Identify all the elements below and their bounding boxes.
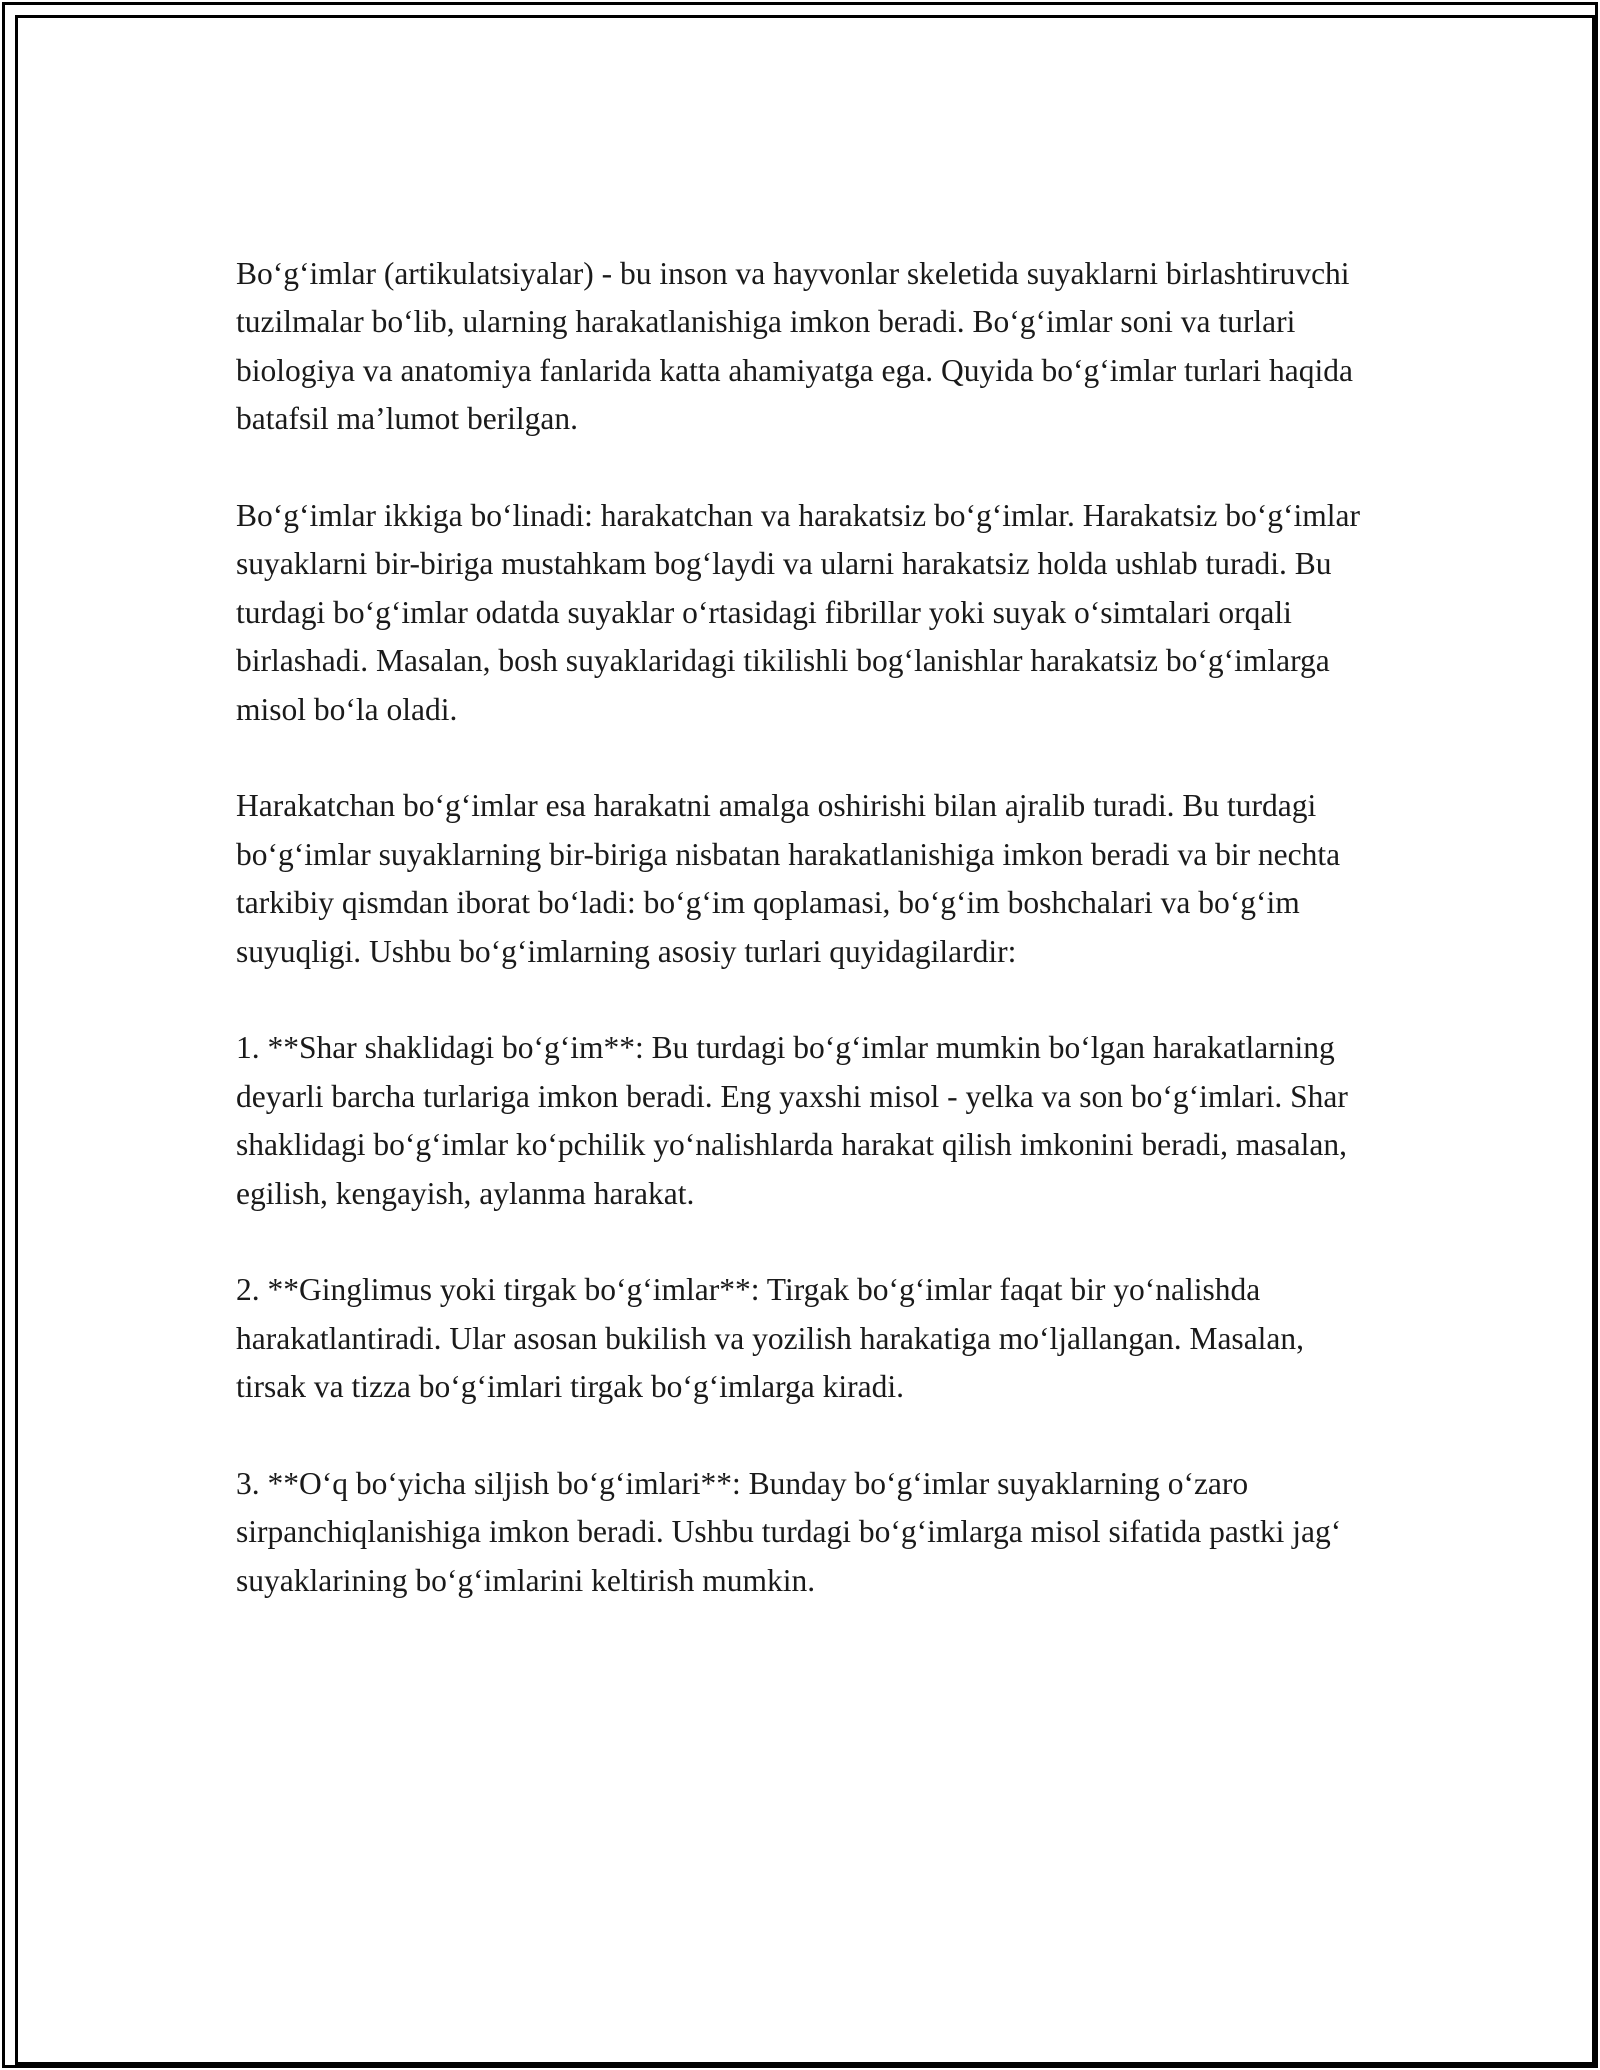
document-body bbox=[236, 250, 1376, 1605]
paragraph-intro: Bo‘g‘imlar (artikulatsiyalar) - bu inson va hayvonlar skeletida suyaklarni birlashtiruvchi tuzilmalar bo‘lib, ularning harakatlanishiga imkon beradi. Bo‘g‘imlar soni va turlari biologiya va anatomiya fanlarida katta ahamiyatga ega. Quyida bo‘g‘imlar turlari haqida batafsil ma’lumot berilgan. bbox=[236, 256, 1353, 437]
paragraph-joint-classification: Bo‘g‘imlar ikkiga bo‘linadi: harakatchan va harakatsiz bo‘g‘imlar. Harakatsiz bo‘g‘imlar suyaklarni bir-biriga mustahkam bog‘laydi va ularni harakatsiz holda ushlab turadi. Bu turdagi bo‘g‘imlar odatda suyaklar o‘rtasidagi fibrillar yoki suyak o‘simtalari orqali birlashadi. Masalan, bosh suyaklaridagi tikilishli bog‘lanishlar harakatsiz bo‘g‘imlarga misol bo‘la oladi. bbox=[236, 498, 1360, 727]
list-item-hinge-joint: 2. **Ginglimus yoki tirgak bo‘g‘imlar**: Tirgak bo‘g‘imlar faqat bir yo‘nalishda harakatlantiradi. Ular asosan bukilish va yozilish harakatiga mo‘ljallangan. Masalan, tirsak va tizza bo‘g‘imlari tirgak bo‘g‘imlarga kiradi. bbox=[236, 1272, 1305, 1405]
paragraph-movable-joints: Harakatchan bo‘g‘imlar esa harakatni amalga oshirishi bilan ajralib turadi. Bu turdagi bo‘g‘imlar suyaklarning bir-biriga nisbatan harakatlanishiga imkon beradi va bir nechta tarkibiy qismdan iborat bo‘ladi: bo‘g‘im qoplamasi, bo‘g‘im boshchalari va bo‘g‘im suyuqligi. Ushbu bo‘g‘imlarning asosiy turlari quyidagilardir: bbox=[236, 788, 1341, 969]
list-item-pivot-joint: 3. **O‘q bo‘yicha siljish bo‘g‘imlari**: Bunday bo‘g‘imlar suyaklarning o‘zaro sirpanchiqlanishiga imkon beradi. Ushbu turdagi bo‘g‘imlarga misol sifatida pastki jag‘ suyaklarining bo‘g‘imlarini keltirish mumkin. bbox=[236, 1466, 1342, 1598]
list-item-ball-joint: 1. **Shar shaklidagi bo‘g‘im**: Bu turdagi bo‘g‘imlar mumkin bo‘lgan harakatlarning deyarli barcha turlariga imkon beradi. Eng yaxshi misol - yelka va son bo‘g‘imlari. Shar shaklidagi bo‘g‘imlar ko‘pchilik yo‘nalishlarda harakat qilish imkonini beradi, masalan, egilish, kengayish, aylanma harakat. bbox=[236, 1030, 1348, 1211]
